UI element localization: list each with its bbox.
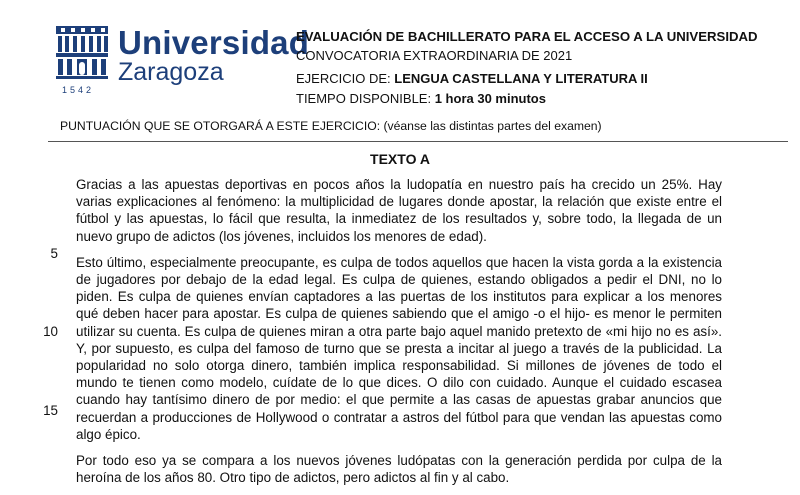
text-line: fútbol y las apuestas, lo fácil que resulta, la inmediatez de los resultados y, sobre todo, la llegada de un <box>76 211 722 227</box>
logo-city-name: Zaragoza <box>118 58 224 86</box>
paragraph-2 <box>76 254 722 443</box>
exam-time <box>296 91 546 106</box>
text-line: qué deben hacer para apostar. Es culpa de quienes sabiendo que el amigo -o el hijo- es menor le permiten <box>76 306 722 322</box>
exam-subject-value: LENGUA CASTELLANA Y LITERATURA II <box>394 71 648 86</box>
text-line: Por todo eso ya se compara a los nuevos jóvenes ludópatas con la generación perdida por culpa de la <box>76 453 722 469</box>
logo-founding-year: 1542 <box>62 85 95 95</box>
text-line: algo épico. <box>76 426 141 442</box>
paragraph-1 <box>76 176 722 245</box>
text-line: de jugadores por debajo de la edad legal. Es culpa de quienes, estando obligados a pedir el DNI, no lo <box>76 272 722 288</box>
exam-convocatoria: CONVOCATORIA EXTRAORDINARIA DE 2021 <box>296 48 573 63</box>
exam-subject <box>296 71 648 86</box>
text-line: piden. Es culpa de quienes envían captadores a las puertas de los institutos para explicar a los menores <box>76 289 722 305</box>
line-number: 15 <box>43 403 58 418</box>
logo-university-name: Universidad <box>118 24 310 61</box>
text-line: popularidad no solo otorga dinero, también implica responsabilidad. Si millones de jóvenes de todo el <box>76 358 722 374</box>
text-line: varias explicaciones al fenómeno: la multiplicidad de lugares donde apostar, la relación que existe entre el <box>76 194 722 210</box>
line-number: 10 <box>43 324 58 339</box>
line-number: 5 <box>50 246 58 261</box>
university-logo <box>52 24 310 98</box>
text-line: Esto último, especialmente preocupante, es culpa de todos aquellos que hacen la vista gorda a la existencia <box>76 254 722 270</box>
exam-time-label: TIEMPO DISPONIBLE: <box>296 91 432 106</box>
text-body <box>76 176 722 495</box>
text-title: TEXTO A <box>370 151 430 167</box>
text-line: utilizar su cuenta. Es culpa de quienes miran a otra parte bajo aquel manido pretexto de «mi hijo no es así». <box>76 323 722 339</box>
text-line: nuevo grupo de adictos (los jóvenes, incluidos los menores de edad). <box>76 228 487 244</box>
text-line: mundo te tienen como modelo, cuídate de lo que dices. O dilo con cuidado. Aunque el cuidado escasea <box>76 375 722 391</box>
text-line: Gracias a las apuestas deportivas en pocos años la ludopatía en nuestro país ha crecido un 25%. Hay <box>76 177 722 192</box>
scoring-note: PUNTUACIÓN QUE SE OTORGARÁ A ESTE EJERCICIO: (véanse las distintas partes del examen) <box>60 119 602 133</box>
header-divider <box>48 141 788 142</box>
text-line: cuando hay tantísimo dinero de por medio: el que permite a las casas de apuestas grabar anuncios que <box>76 392 722 408</box>
university-emblem-icon <box>52 24 112 80</box>
paragraph-3 <box>76 452 722 486</box>
exam-subject-label: EJERCICIO DE: <box>296 71 391 86</box>
text-line: heroína de los años 80. Otro tipo de adictos, pero adictos al fin y al cabo. <box>76 470 510 486</box>
exam-title: EVALUACIÓN DE BACHILLERATO PARA EL ACCESO A LA UNIVERSIDAD <box>296 29 758 44</box>
exam-time-value: 1 hora 30 minutos <box>434 91 546 106</box>
text-line: Y, por supuesto, es culpa del famoso de turno que se presta a incitar al juego a través de la publicidad. La <box>76 340 722 356</box>
text-line: recuerdan a producciones de Hollywood o contratar a astros del fútbol para que vendan las apuestas como <box>76 409 722 425</box>
